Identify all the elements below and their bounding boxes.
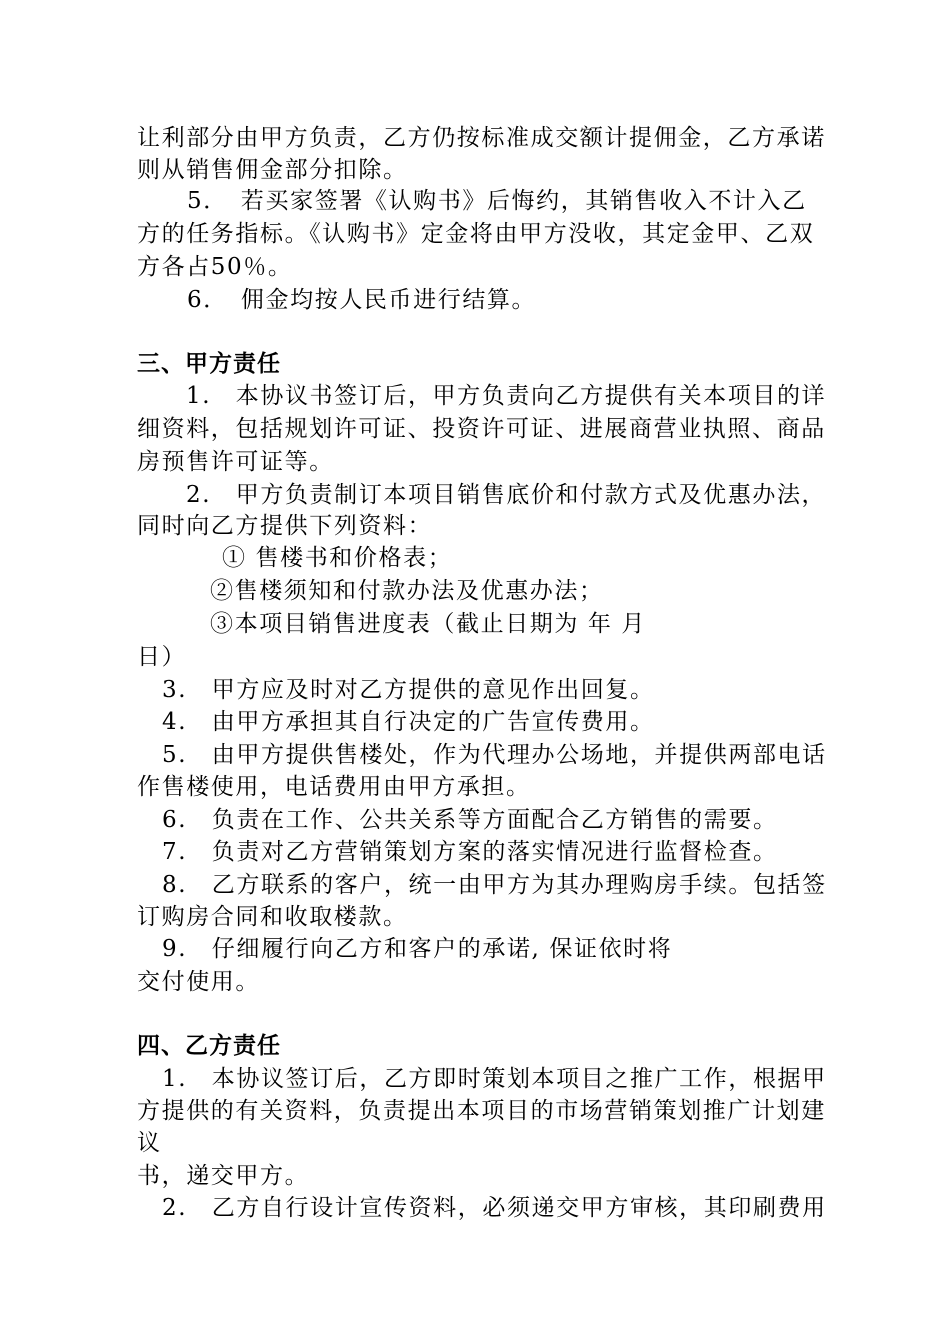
clause-1: 1. 本协议签订后，乙方即时策划本项目之推广工作，根据甲 <box>162 1066 827 1092</box>
clause-7: 7. 负责对乙方营销策划方案的落实情况进行监督检查。 <box>162 839 778 865</box>
clause-2: 2. 乙方自行设计宣传资料，必须递交甲方审核，其印刷费用 <box>162 1195 827 1221</box>
text-line: 议 <box>137 1130 162 1156</box>
text-line: 方提供的有关资料，负责提出本项目的市场营销策划推广计划建 <box>137 1098 826 1124</box>
clause-1: 1. 本协议书签订后，甲方负责向乙方提供有关本项目的详 <box>186 383 827 409</box>
clause-9: 9. 仔细履行向乙方和客户的承诺, 保证依时将 <box>162 936 673 962</box>
clause-5: 5． 若买家签署《认购书》后悔约，其销售收入不计入乙 <box>187 188 807 214</box>
text-line: 方的任务指标。《认购书》定金将由甲方没收，其定金甲、乙双 <box>137 221 815 247</box>
clause-8: 8. 乙方联系的客户，统一由甲方为其办理购房手续。包括签 <box>162 872 827 898</box>
list-item-2: ②售楼须知和付款办法及优惠办法； <box>210 578 604 604</box>
text-line: 让利部分由甲方负责，乙方仍按标准成交额计提佣金，乙方承诺 <box>137 125 826 151</box>
text-line: 方各占50％。 <box>137 254 293 280</box>
text-line: 订购房合同和收取楼款。 <box>137 904 408 930</box>
clause-6: 6. 负责在工作、公共关系等方面配合乙方销售的需要。 <box>162 807 778 833</box>
clause-4: 4. 由甲方承担其自行决定的广告宣传费用。 <box>162 709 655 735</box>
list-item-1: ① 售楼书和价格表； <box>222 545 453 571</box>
text-line: 房预售许可证等。 <box>137 449 334 475</box>
section-heading-party-a: 三、甲方责任 <box>137 351 281 377</box>
text-line: 书，递交甲方。 <box>137 1163 310 1189</box>
list-item-3: ③本项目销售进度表（截止日期为 年 月 <box>210 611 647 637</box>
text-line: 作售楼使用，电话费用由甲方承担。 <box>137 774 531 800</box>
text-line: 细资料，包括规划许可证、投资许可证、进展商营业执照、商品 <box>137 416 826 442</box>
text-line: 同时向乙方提供下列资料： <box>137 513 433 539</box>
text-line: 则从销售佣金部分扣除。 <box>137 157 408 183</box>
text-line: 日） <box>137 644 187 670</box>
clause-6: 6． 佣金均按人民币进行结算。 <box>187 287 537 313</box>
clause-5: 5. 由甲方提供售楼处，作为代理办公场地，并提供两部电话 <box>162 742 827 768</box>
text-line: 交付使用。 <box>137 969 260 995</box>
section-heading-party-b: 四、乙方责任 <box>137 1033 281 1059</box>
clause-3: 3. 甲方应及时对乙方提供的意见作出回复。 <box>162 677 655 703</box>
clause-2: 2. 甲方负责制订本项目销售底价和付款方式及优惠办法， <box>186 482 827 508</box>
